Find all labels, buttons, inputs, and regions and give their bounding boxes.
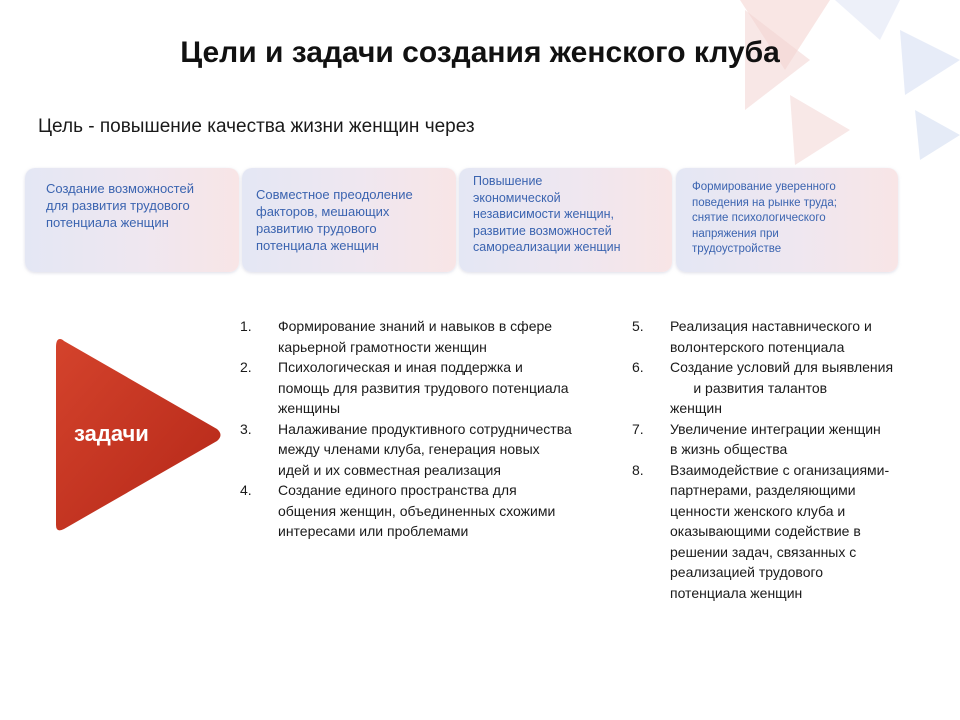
goal-card-4 — [676, 168, 898, 272]
task-item — [240, 316, 620, 357]
goal-card-3 — [459, 168, 672, 272]
goal-card-line: самореализации женщин — [473, 240, 621, 254]
task-item — [240, 480, 620, 542]
task-item — [632, 419, 922, 460]
task-line: и развития талантов — [670, 379, 828, 396]
task-line: потенциала женщин — [670, 584, 803, 601]
task-number: 6. — [632, 359, 644, 375]
goal-card-2 — [242, 168, 456, 272]
goal-card-line: Формирование уверенного — [692, 181, 836, 193]
goal-card-line: поведения на рынке труда; — [692, 196, 837, 209]
goal-card-line: Повышение — [473, 174, 543, 188]
task-number: 4. — [240, 482, 252, 498]
tasks-list-right — [632, 316, 922, 603]
task-line: Психологическая и иная поддержка и — [278, 359, 523, 375]
goal-card-line: напряжения при — [692, 227, 779, 240]
task-line: Создание единого пространства для — [278, 482, 517, 498]
goal-card-line: независимости женщин, — [473, 207, 614, 221]
task-line: женщины — [278, 400, 341, 416]
task-line: Налаживание продуктивного сотрудничества — [278, 420, 572, 437]
task-line: общения женщин, объединенных схожими — [278, 502, 556, 519]
task-line: Взаимодействие с оганизациями- — [670, 461, 890, 478]
task-line: волонтерского потенциала — [670, 338, 845, 355]
task-line: партнерами, разделяющими — [670, 482, 856, 498]
task-item — [240, 357, 620, 419]
goal-intro: Цель - повышение качества жизни женщин через — [38, 116, 475, 137]
task-line: Формирование знаний и навыков в сфере — [278, 318, 553, 334]
task-number: 5. — [632, 318, 644, 334]
task-line: Создание условий для выявления — [670, 359, 894, 375]
task-line: в жизнь общества — [670, 441, 788, 457]
task-item — [632, 316, 922, 357]
task-line: карьерной грамотности женщин — [278, 338, 487, 355]
task-item — [632, 460, 922, 604]
task-number: 8. — [632, 461, 644, 478]
goal-card-line: факторов, мешающих — [256, 204, 390, 219]
tasks-list-left — [240, 316, 620, 542]
task-line: женщин — [670, 400, 722, 416]
goal-card-line: развитие возможностей — [473, 223, 612, 238]
task-item — [240, 419, 620, 481]
goal-card-line: для развития трудового — [46, 198, 190, 213]
task-item — [632, 357, 922, 419]
goal-card-line: трудоустройстве — [692, 243, 782, 255]
task-number: 2. — [240, 359, 252, 375]
goal-card-line: снятие психологического — [692, 212, 826, 224]
goal-card-line: развитию трудового — [256, 221, 377, 236]
page-title: Цели и задачи создания женского клуба — [180, 36, 780, 69]
task-line: помощь для развития трудового потенциала — [278, 379, 569, 396]
task-number: 7. — [632, 420, 644, 437]
tasks-label: задачи — [74, 421, 149, 446]
goal-card-line: Совместное преодоление — [256, 187, 413, 202]
goal-card-1 — [25, 168, 239, 272]
task-line: интересами или проблемами — [278, 523, 469, 539]
task-line: Увеличение интеграции женщин — [670, 420, 881, 437]
task-line: Реализация наставнического и — [670, 318, 872, 334]
task-number: 1. — [240, 318, 252, 334]
task-line: идей и их совместная реализация — [278, 461, 501, 478]
tasks-arrow — [52, 335, 224, 535]
task-line: оказывающими содействие в — [670, 523, 861, 539]
task-line: реализацией трудового — [670, 564, 824, 580]
task-number: 3. — [240, 420, 252, 437]
task-line: ценности женского клуба и — [670, 502, 846, 519]
task-line: между членами клуба, генерация новых — [278, 441, 540, 457]
goal-card-line: Создание возможностей — [46, 181, 194, 196]
task-line: решении задач, связанных с — [670, 543, 857, 560]
goal-card-line: экономической — [473, 190, 561, 205]
goal-card-line: потенциала женщин — [46, 215, 169, 230]
goal-card-line: потенциала женщин — [256, 238, 379, 253]
